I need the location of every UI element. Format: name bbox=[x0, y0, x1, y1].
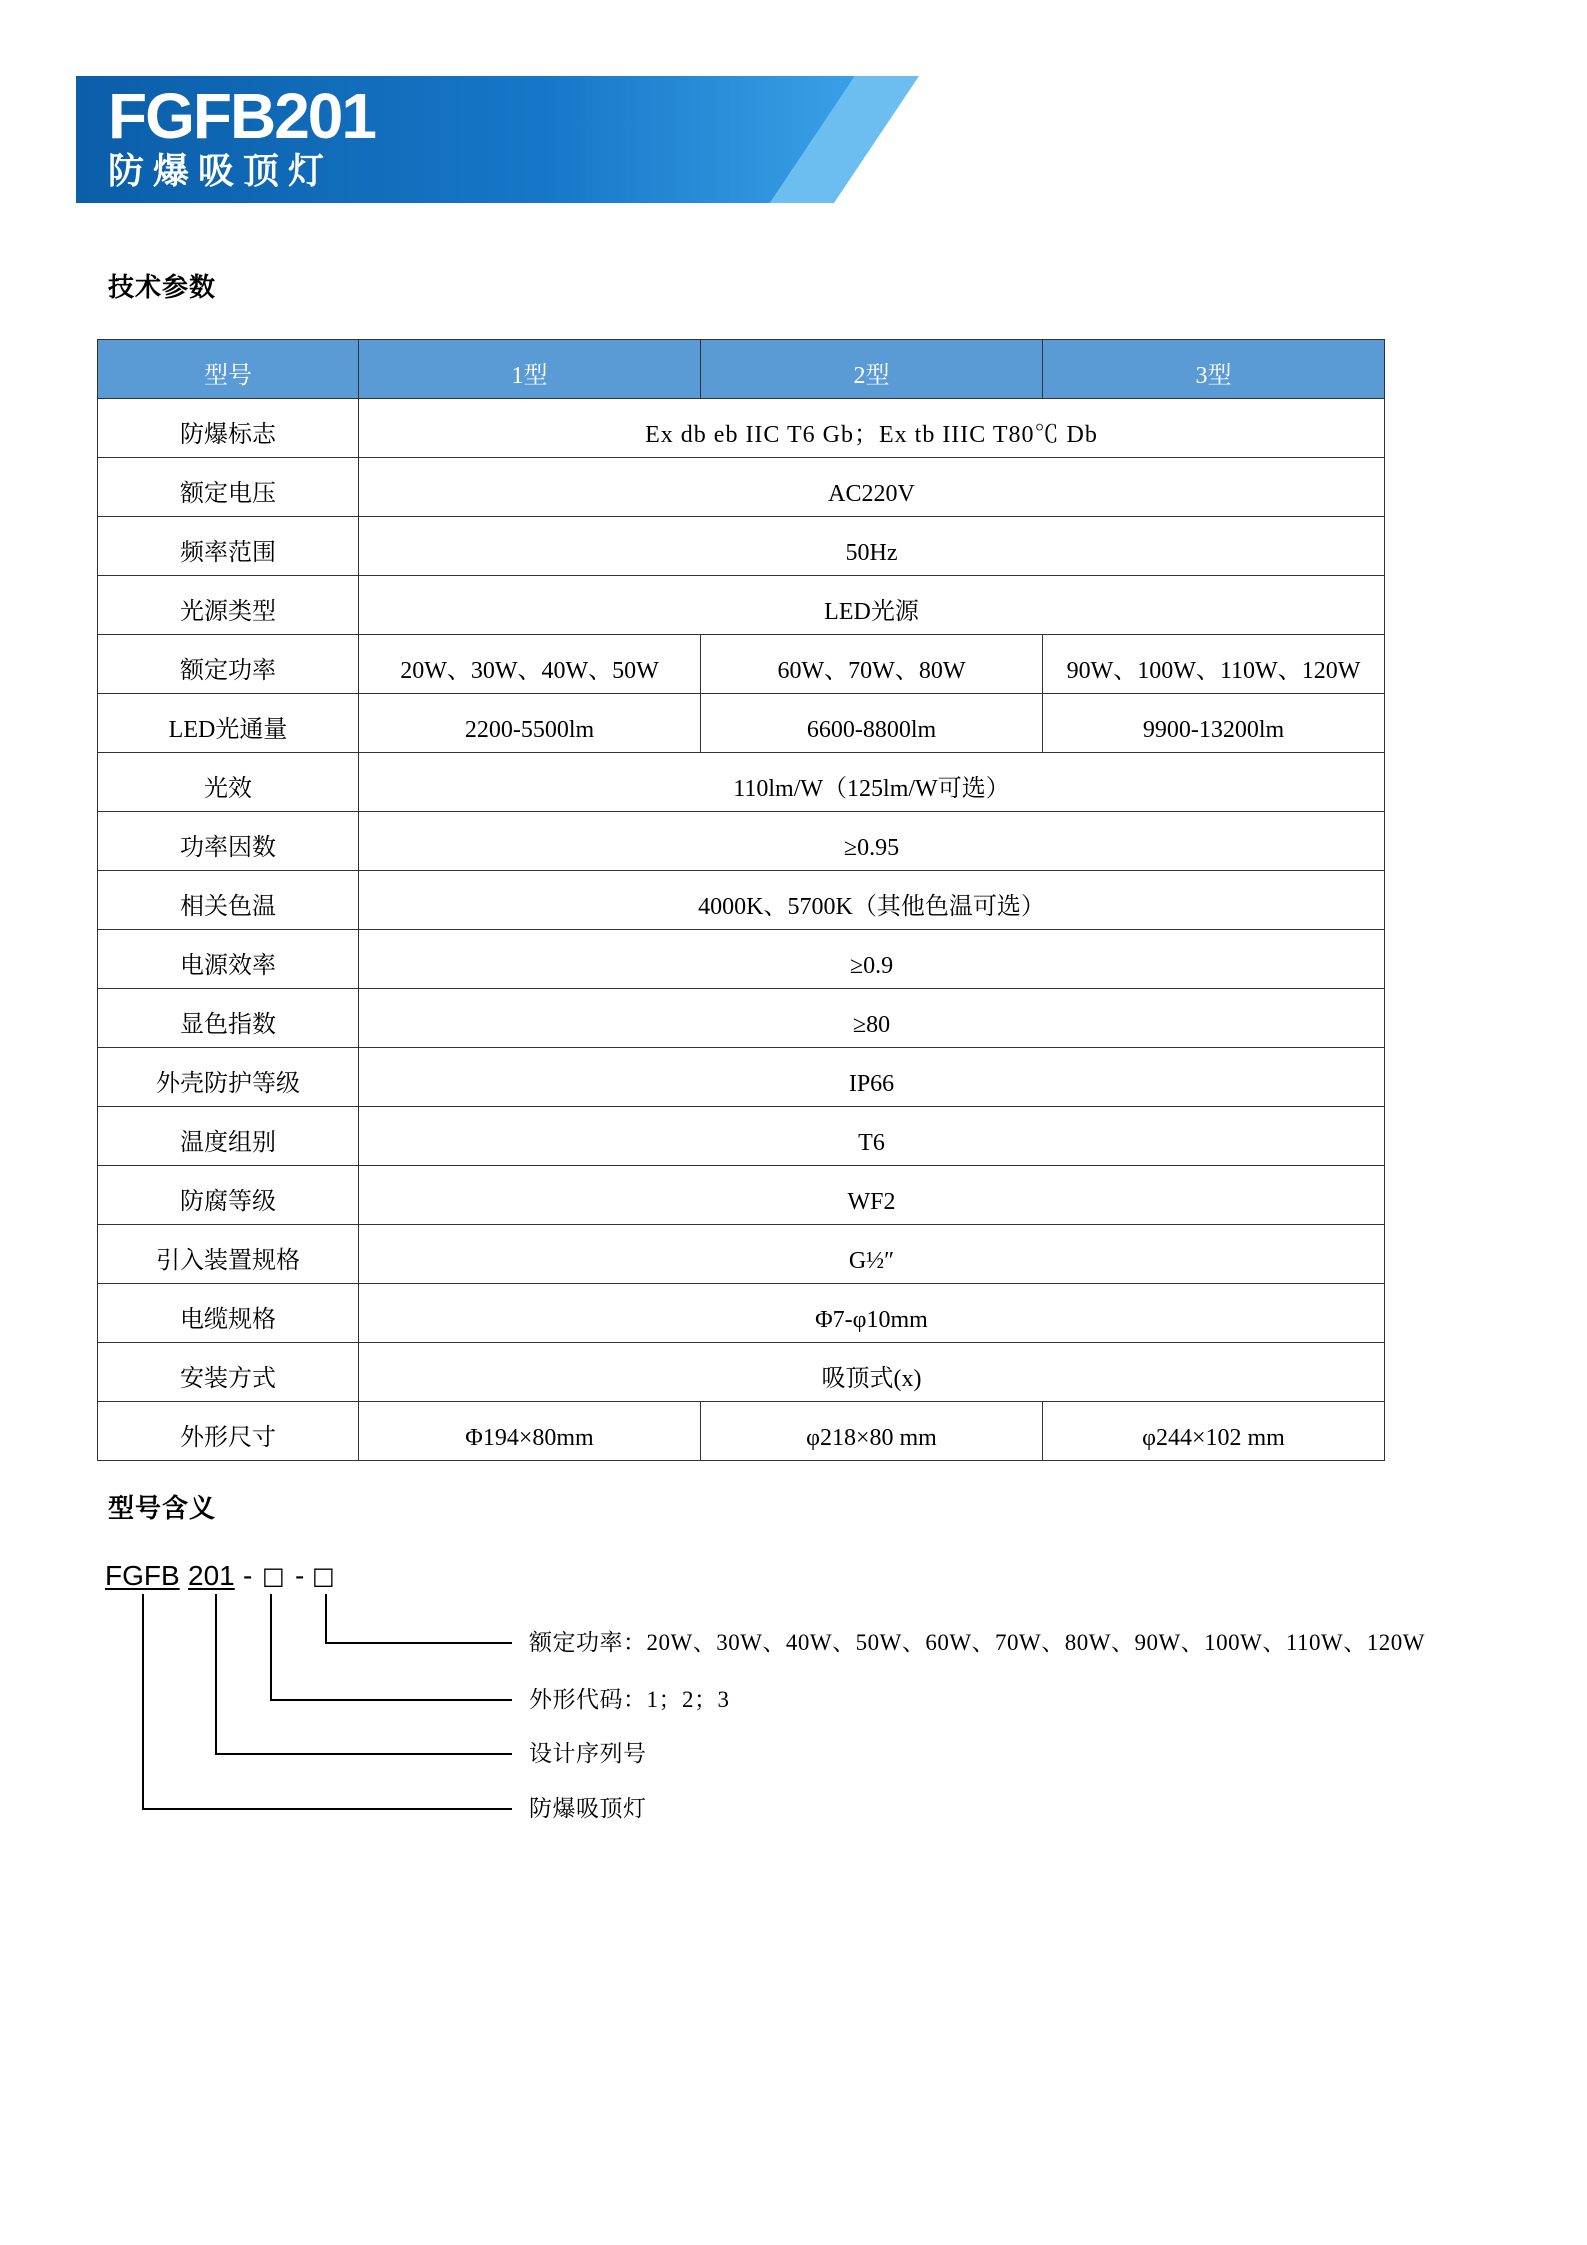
row-value-type-2: 6600-8800lm bbox=[701, 694, 1043, 753]
table-row-rated-power bbox=[98, 635, 1385, 694]
table-header-row bbox=[98, 340, 1385, 399]
row-label: LED光通量 bbox=[98, 694, 359, 753]
model-code-power-placeholder: □ bbox=[312, 1562, 335, 1590]
row-label: 外形尺寸 bbox=[98, 1402, 359, 1461]
model-code-separator: - bbox=[243, 1560, 253, 1591]
row-value: 110lm/W（125lm/W可选） bbox=[359, 753, 1385, 812]
row-value: 吸顶式(x) bbox=[359, 1343, 1385, 1402]
row-label: 引入装置规格 bbox=[98, 1225, 359, 1284]
technical-parameters-heading: 技术参数 bbox=[108, 272, 217, 302]
table-row-installation-method bbox=[98, 1343, 1385, 1402]
row-label: 防爆标志 bbox=[98, 399, 359, 458]
row-value: 50Hz bbox=[359, 517, 1385, 576]
header-cell-type-2: 2型 bbox=[701, 340, 1043, 399]
row-value-type-3: 9900-13200lm bbox=[1043, 694, 1385, 753]
row-value-type-1: Φ194×80mm bbox=[359, 1402, 701, 1461]
row-value-type-1: 2200-5500lm bbox=[359, 694, 701, 753]
row-label: 功率因数 bbox=[98, 812, 359, 871]
header-cell-type-1: 1型 bbox=[359, 340, 701, 399]
row-label: 额定电压 bbox=[98, 458, 359, 517]
row-value: T6 bbox=[359, 1107, 1385, 1166]
table-row-luminous-efficacy bbox=[98, 753, 1385, 812]
product-name-subtitle: 防爆吸顶灯 bbox=[108, 150, 334, 191]
row-label: 频率范围 bbox=[98, 517, 359, 576]
row-label: 防腐等级 bbox=[98, 1166, 359, 1225]
connector-product-name bbox=[143, 1594, 512, 1809]
row-label: 光效 bbox=[98, 753, 359, 812]
model-code-series: FGFB bbox=[105, 1560, 180, 1591]
row-label: 安装方式 bbox=[98, 1343, 359, 1402]
row-value-type-3: φ244×102 mm bbox=[1043, 1402, 1385, 1461]
row-value: IP66 bbox=[359, 1048, 1385, 1107]
table-row-light-source-type bbox=[98, 576, 1385, 635]
table-row-anti-corrosion-grade bbox=[98, 1166, 1385, 1225]
table-row-explosion-proof-mark bbox=[98, 399, 1385, 458]
table-row-cable-spec bbox=[98, 1284, 1385, 1343]
legend-design-serial: 设计序列号 bbox=[529, 1741, 647, 1766]
legend-shape-code: 外形代码：1；2；3 bbox=[529, 1687, 730, 1712]
row-value: ≥80 bbox=[359, 989, 1385, 1048]
row-label: 电缆规格 bbox=[98, 1284, 359, 1343]
table-row-color-rendering-index bbox=[98, 989, 1385, 1048]
row-label: 额定功率 bbox=[98, 635, 359, 694]
row-value-type-2: 60W、70W、80W bbox=[701, 635, 1043, 694]
row-value-type-1: 20W、30W、40W、50W bbox=[359, 635, 701, 694]
legend-product-name: 防爆吸顶灯 bbox=[529, 1796, 647, 1821]
table-row-enclosure-protection bbox=[98, 1048, 1385, 1107]
row-value: ≥0.9 bbox=[359, 930, 1385, 989]
connector-shape-code bbox=[271, 1594, 512, 1700]
row-value-type-3: 90W、100W、110W、120W bbox=[1043, 635, 1385, 694]
row-value: Φ7-φ10mm bbox=[359, 1284, 1385, 1343]
row-label: 显色指数 bbox=[98, 989, 359, 1048]
table-row-temperature-class bbox=[98, 1107, 1385, 1166]
header-cell-type-3: 3型 bbox=[1043, 340, 1385, 399]
legend-rated-power: 额定功率：20W、30W、40W、50W、60W、70W、80W、90W、100W、110W、120W bbox=[529, 1630, 1425, 1655]
table-row-cable-entry-spec bbox=[98, 1225, 1385, 1284]
model-code-separator: - bbox=[295, 1560, 305, 1591]
connector-design-serial bbox=[216, 1594, 512, 1754]
header-cell-model: 型号 bbox=[98, 340, 359, 399]
model-code-connector-lines bbox=[0, 1580, 560, 1830]
row-value: AC220V bbox=[359, 458, 1385, 517]
model-code-serial: 201 bbox=[188, 1560, 235, 1591]
model-meaning-heading: 型号含义 bbox=[108, 1493, 217, 1523]
row-label: 相关色温 bbox=[98, 871, 359, 930]
row-value: 4000K、5700K（其他色温可选） bbox=[359, 871, 1385, 930]
row-label: 电源效率 bbox=[98, 930, 359, 989]
table-row-dimensions bbox=[98, 1402, 1385, 1461]
table-row-led-luminous-flux bbox=[98, 694, 1385, 753]
table-row-rated-voltage bbox=[98, 458, 1385, 517]
product-model-title: FGFB201 bbox=[108, 80, 375, 152]
spec-table bbox=[97, 339, 1385, 1461]
connector-rated-power bbox=[326, 1594, 512, 1643]
row-value: LED光源 bbox=[359, 576, 1385, 635]
table-row-power-efficiency bbox=[98, 930, 1385, 989]
row-label: 温度组别 bbox=[98, 1107, 359, 1166]
table-row-power-factor bbox=[98, 812, 1385, 871]
row-label: 外壳防护等级 bbox=[98, 1048, 359, 1107]
row-value: G½″ bbox=[359, 1225, 1385, 1284]
row-value-type-2: φ218×80 mm bbox=[701, 1402, 1043, 1461]
row-value: Ex db eb IIC T6 Gb；Ex tb IIIC T80℃ Db bbox=[359, 399, 1385, 458]
row-label: 光源类型 bbox=[98, 576, 359, 635]
table-row-color-temperature bbox=[98, 871, 1385, 930]
model-code-shape-placeholder: □ bbox=[262, 1562, 285, 1590]
table-row-frequency-range bbox=[98, 517, 1385, 576]
row-value: ≥0.95 bbox=[359, 812, 1385, 871]
row-value: WF2 bbox=[359, 1166, 1385, 1225]
